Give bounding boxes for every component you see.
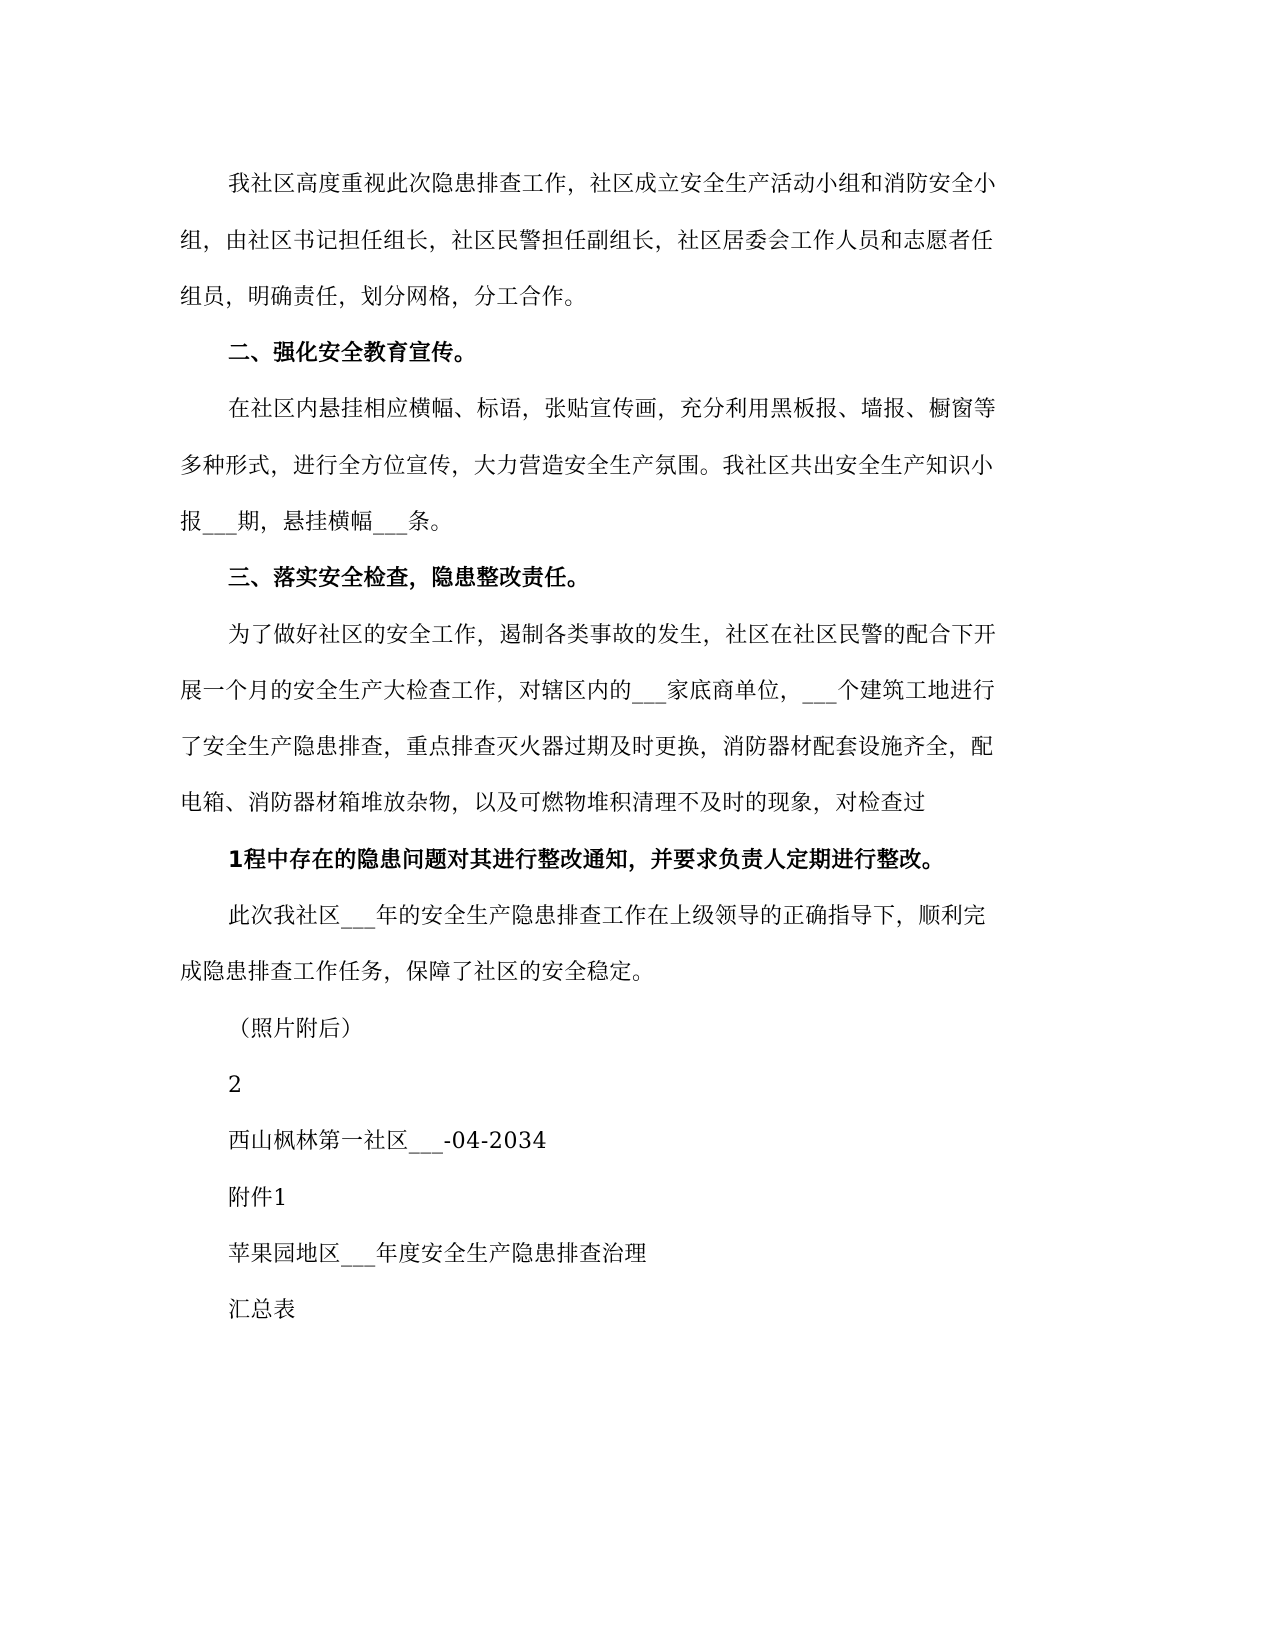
- section-heading-3: 三、落实安全检查，隐患整改责任。: [228, 566, 590, 591]
- attachment-subtitle: 汇总表: [228, 1298, 296, 1323]
- paragraph-3-line-4: 电箱、消防器材箱堆放杂物，以及可燃物堆积清理不及时的现象，对检查过: [180, 791, 926, 816]
- section-heading-2: 二、强化安全教育宣传。: [228, 341, 477, 366]
- paragraph-3-line-2: 展一个月的安全生产大检查工作，对辖区内的___家底商单位，___个建筑工地进行: [180, 679, 996, 704]
- paragraph-2-line-1: 在社区内悬挂相应横幅、标语，张贴宣传画，充分利用黑板报、墙报、橱窗等: [228, 397, 997, 422]
- attachment-label: 附件1: [228, 1186, 288, 1211]
- paragraph-1-line-2: 组，由社区书记担任组长，社区民警担任副组长，社区居委会工作人员和志愿者任: [180, 229, 994, 254]
- paragraph-3-line-1: 为了做好社区的安全工作，遏制各类事故的发生，社区在社区民警的配合下开: [228, 623, 997, 648]
- page-number: 2: [228, 1073, 243, 1098]
- attachment-title: 苹果园地区___年度安全生产隐患排查治理: [228, 1242, 648, 1267]
- paragraph-2-line-2: 多种形式，进行全方位宣传，大力营造安全生产氛围。我社区共出安全生产知识小: [180, 454, 994, 479]
- paragraph-1-line-3: 组员，明确责任，划分网格，分工合作。: [180, 285, 587, 310]
- paragraph-2-line-3: 报___期，悬挂横幅___条。: [180, 510, 454, 535]
- paragraph-4-line-1: 此次我社区___年的安全生产隐患排查工作在上级领导的正确指导下，顺利完: [228, 904, 987, 929]
- paragraph-1-line-1: 我社区高度重视此次隐患排查工作，社区成立安全生产活动小组和消防安全小: [228, 172, 997, 197]
- signature-line: 西山枫林第一社区___-04-2034: [228, 1129, 548, 1154]
- paragraph-4-line-2: 成隐患排查工作任务，保障了社区的安全稳定。: [180, 960, 655, 985]
- document-page: [180, 0, 1040, 1650]
- paragraph-3-line-3: 了安全生产隐患排查，重点排查灭火器过期及时更换，消防器材配套设施齐全，配: [180, 735, 994, 760]
- photo-note: （照片附后）: [228, 1017, 364, 1042]
- bold-continuation-line: 1程中存在的隐患问题对其进行整改通知，并要求负责人定期进行整改。: [228, 848, 945, 873]
